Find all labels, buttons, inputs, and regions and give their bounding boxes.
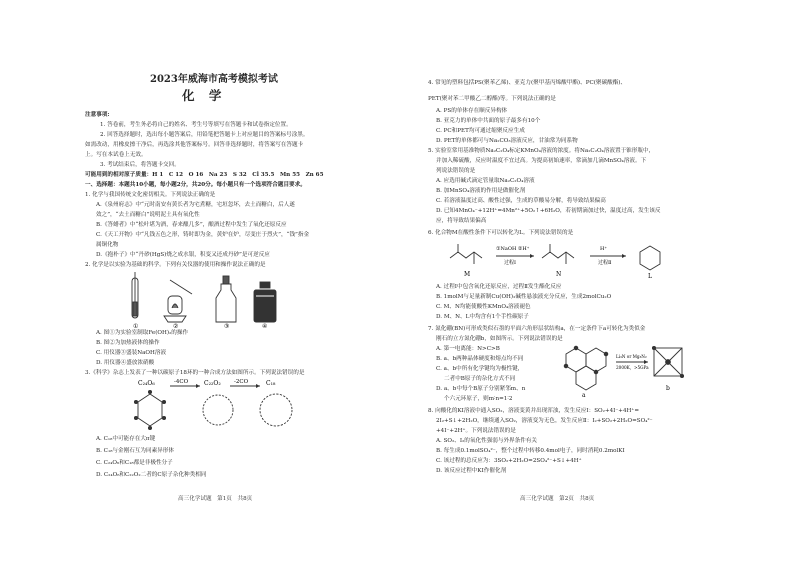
page-footer: 高三化学试题 第2页 共8页: [520, 496, 595, 502]
question-7-stem: 刚石的立方氮化硼b，如图所示。下列说法错误的是: [436, 336, 563, 342]
q1-option: A.《泉州府志》中“元时南安有黄长者为宅煮糖，宅垣忽坏，去土而糖白，后人遂: [96, 202, 295, 208]
question-5-stem: 5. 实验室常用基准物质Na₂C₂O₄标定KMnO₄溶液的浓度。将Na₂C₂O₄溶液置于锥形瓶中，: [428, 148, 655, 154]
q1-option: 属铜化物: [96, 242, 119, 248]
question-8-stem: 8. 向酸化的KI溶液中通入SO₂，溶液变黄并出现浑浊，发生反应Ⅰ：SO₂+4I⁻+4H⁺=: [428, 408, 640, 414]
q3-option: D. C₂₄O₆和C₂₂O₂二者的C原子杂化种类相同: [96, 472, 207, 478]
compound-n-structure-icon: [542, 244, 574, 264]
fig-label: ②: [173, 323, 179, 328]
q3-option: B. C₁₈与金刚石互为同素异形体: [96, 448, 174, 454]
q7-option: C. a、b中所有化学键均为极性键，: [436, 366, 524, 372]
structure-b-label: b: [666, 385, 670, 392]
q4-option: A. PS的单体存在顺反异构体: [436, 108, 508, 114]
compound-n-label: N: [556, 271, 562, 278]
step1-reagent: ①NaOH ②H⁺: [496, 246, 530, 252]
question-8-stem: +4I⁻+2H⁺。下列说法错误的是: [436, 428, 516, 434]
condition-2: 2000K，>5GPa: [616, 365, 649, 370]
question-5-stem: 并加入稀硫酸，反应时温度不宜过高。为提高初始速率，常滴加几滴MnSO₄溶液。下: [436, 158, 647, 164]
q2-option: C. 用仪器③盛装NaOH溶液: [96, 350, 167, 356]
question-6-stem: 6. 化合物M在酸性条件下可以转化为L。下列说法错误的是: [428, 230, 574, 236]
q6-option: C. M、N均能使酸性KMnO₄溶液褪色: [436, 304, 531, 310]
stoppered-bottle-icon: [216, 276, 236, 322]
q1-option: B.《答蜡者》中“松叶堪为酒，春来酿几多”，酿酒过程中发生了氧化还原反应: [96, 222, 287, 228]
c22o2-ring-icon: [203, 395, 233, 425]
notice-line: 2. 回答选择题时，选出每小题答案后，用铅笔把答题卡上对应题目的答案标号涂黑。: [100, 132, 309, 138]
question-7-stem: 7. 氮化硼(BN)可形成类似石墨的平面六角形层状结构a，在一定条件下a可转化为类似金: [428, 326, 646, 332]
exam-title: 2023年威海市高考模拟考试: [150, 74, 278, 85]
q8-option: D. 该反应过程中KI作催化剂: [436, 468, 507, 474]
step1-label: 过程Ⅰ: [504, 260, 516, 266]
q8-option: B. 每生成0.1molSO₄²⁻，整个过程中转移0.4mol电子，同时消耗0.2molKI: [436, 448, 625, 454]
page-2: [400, 0, 794, 562]
c24o6-label: C₂₄O₆: [138, 380, 155, 387]
step2-label: 过程Ⅱ: [598, 260, 612, 266]
q5-option: 应，将导致结果偏高: [436, 218, 487, 224]
q5-option: A. 应选用碱式滴定管量取Na₂C₂O₄溶液: [436, 178, 535, 184]
question-4-stem: PET(聚对苯二甲酸乙二醇酯)等。下列说法正确的是: [428, 96, 556, 102]
q2-option: A. 图①为实验室制取Fe(OH)₂的操作: [96, 330, 189, 336]
q7-option: A. 第一电离能：N>C>B: [436, 346, 500, 352]
subject-title: 化 学: [182, 88, 227, 103]
fig-label: ③: [224, 323, 230, 328]
q4-option: C. PC和PET均可通过缩聚反应生成: [436, 128, 525, 134]
question-2-stem: 2. 化学是以实验为基础的科学。下列有关仪器的使用和操作说法正确的是: [85, 262, 266, 268]
question-3-stem: 3.《科学》杂志上发表了一种以碳原子18环的一种合成方法如图所示。下列说法错误的是: [85, 370, 305, 376]
q5-option: D. 已知4MnO₄⁻+12H⁺=4Mn²⁺+5O₂↑+6H₂O，若初期滴加过快，温度过高，发生该反: [436, 208, 661, 214]
notice-line: 3. 考试结束后，将答题卡交回。: [100, 162, 180, 168]
section-heading: 一、选择题：本题共10小题，每小题2分，共20分。每小题只有一个选项符合题目要求。: [85, 182, 306, 188]
page-footer: 高三化学试题 第1页 共8页: [178, 496, 253, 502]
q2-option: D. 用仪器④盛放浓硝酸: [96, 360, 155, 366]
question-4-stem: 4. 常见的塑料包括PS(聚苯乙烯)、亚克力(聚甲基丙烯酸甲酯)、PC(聚碳酸酯)、: [428, 80, 627, 86]
compound-l-ring-icon: [640, 246, 660, 270]
q6-option: A. 过程Ⅰ中包含氧化还原反应，过程Ⅱ发生酯化反应: [436, 284, 562, 290]
q4-option: D. PET的单体都可与Na₂CO₃溶液反应，甘油常为同系物: [436, 138, 578, 144]
c18-ring-icon: [260, 394, 292, 426]
notice-line: 上。写在本试卷上无效。: [85, 152, 147, 158]
heating-setup-icon: [164, 280, 192, 322]
fig-label: ④: [262, 323, 268, 328]
condition-1: Li₃N or Mg₃N₂: [616, 354, 647, 359]
q3-carbon-ring-figure: [130, 378, 300, 434]
question-1-stem: 1. 化学与我国传统文化密切相关。下列说法正确的是: [85, 192, 216, 198]
step2-label: -2CO: [234, 379, 249, 385]
q1-option: 效之”，“去土而糖白”说明泥土具有氧化性: [96, 212, 200, 218]
step1-label: -4CO: [174, 379, 189, 385]
q2-option: B. 图②为加热液体的操作: [96, 340, 160, 346]
notice-heading: 注意事项:: [85, 112, 110, 118]
q6-option: D. M、N、L中均含有1个手性碳原子: [436, 314, 529, 320]
atomic-masses: 可能用到的相对原子质量：H 1 C 12 O 16 Na 23 S 32 Cl 35.5 Mn 55 Zn 65: [85, 172, 324, 178]
question-5-stem: 列说法错误的是: [436, 168, 476, 174]
q1-option: C.《天工开物》中“凡钱五色之形，铸时即为金，黄炉在炉，尽变庄于烈火”，“钱”指金: [96, 232, 310, 238]
c22o2-label: C₂₂O₂: [204, 380, 221, 387]
q8-option: A. SO₂、I₂的氧化性强弱与外界条件有关: [436, 438, 538, 444]
test-tube-with-dropper-icon: [132, 272, 138, 318]
q5-option: C. 若溶液温度过高、酸性过强，生成的草酸易分解，将导致结果偏高: [436, 198, 606, 204]
compound-m-structure-icon: [450, 244, 482, 264]
notice-line: 如需改动，用橡皮擦干净后，再选涂其他答案标号。回答非选择题时，将答案写在答题卡: [85, 142, 304, 148]
q7-bn-structure-figure: [550, 338, 690, 398]
q2-apparatus-figure: [120, 272, 290, 328]
q6-option: B. 1molM与足量新制Cu(OH)₂碱性悬浊液充分反应，生成2molCu₂O: [436, 294, 612, 300]
q8-option: C. 该过程的总反应为：3SO₂+2H₂O=2SO₄²⁻+S↓+4H⁺: [436, 458, 582, 464]
step2-reagent: H⁺: [600, 246, 607, 252]
question-8-stem: 2I₂+S↓+2H₂O，继续通入SO₂，溶液变为无色，发生反应Ⅱ：I₂+SO₂+2H₂O=SO₄²⁻: [436, 418, 653, 424]
hexagonal-bn-icon: [564, 346, 608, 390]
c18-label: C₁₈: [266, 380, 276, 387]
q7-option: D. a、b中每个B原子分别紧邻m、n: [436, 386, 526, 392]
compound-l-label: L: [648, 273, 652, 280]
structure-a-label: a: [582, 392, 586, 398]
q1-option: D.《抱朴子》中“丹砂(HgS)烧之成水银，积变又还成丹砂”是可逆反应: [96, 252, 270, 258]
dark-reagent-bottle-icon: [254, 282, 276, 322]
q7-option: B. a、b两种晶体硬度和熔点均不同: [436, 356, 524, 362]
notice-line: 1. 答卷前，考生务必将自己的姓名、考生号等填写在答题卡和试卷指定位置。: [100, 122, 292, 128]
fig-label: ①: [133, 323, 139, 328]
q7-option: 二者中B原子的杂化方式不同: [444, 376, 516, 382]
q4-option: B. 亚克力的单体中共面的原子最多有10个: [436, 118, 541, 124]
q6-reaction-scheme: [440, 240, 690, 280]
q7-option: 个六元环原子，则m∶n=1∶2: [444, 396, 513, 402]
q3-option: A. C₁₈中可能存在大π键: [96, 436, 156, 442]
q3-option: C. C₂₄O₆和C₁₈都是非极性分子: [96, 460, 173, 466]
cubic-bn-icon: [652, 346, 683, 377]
compound-m-label: M: [464, 271, 471, 278]
c24o6-ring-icon: [134, 390, 165, 429]
q5-option: B. 加MnSO₄溶液的作用是做催化剂: [436, 188, 526, 194]
